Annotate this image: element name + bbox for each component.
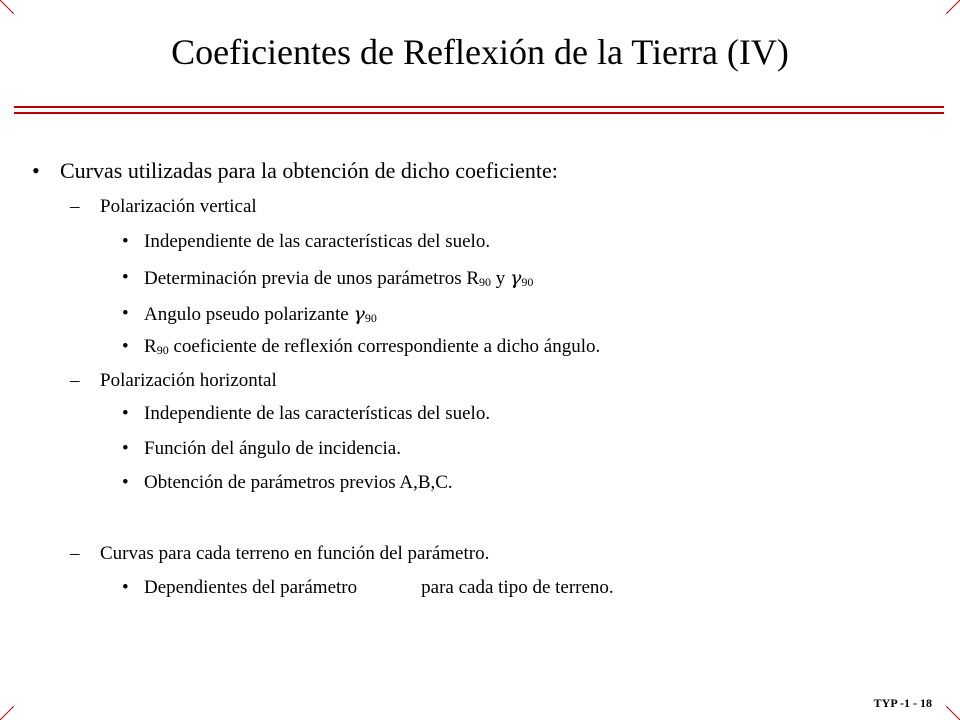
corner-mark-bottom-right [946, 706, 960, 720]
point-dependent-parameter [122, 576, 614, 600]
dash-marker: – [70, 543, 80, 564]
subscript-gamma: 90 [521, 275, 534, 289]
point-text: Obtención de parámetros previos A,B,C. [144, 472, 453, 493]
corner-mark-bottom-left [0, 706, 14, 720]
subscript-gamma: 90 [364, 311, 377, 325]
point-text: Independiente de las características del suelo. [144, 403, 491, 424]
bullet-marker: • [122, 336, 129, 357]
dash-marker: – [70, 370, 80, 391]
point-text: Función del ángulo de incidencia. [144, 438, 401, 459]
point-pseudo-polarizing-angle [122, 302, 377, 327]
point-vertical-independent [122, 230, 491, 254]
point-text-before: R [144, 336, 157, 357]
subitem-text: Polarización horizontal [100, 370, 277, 391]
title-divider-top [14, 106, 944, 108]
bullet-marker: • [122, 577, 129, 598]
subitem-horizontal-polarization [70, 369, 277, 393]
subitem-text: Curvas para cada terreno en función del parámetro. [100, 543, 490, 564]
gamma-symbol: γ [510, 267, 522, 289]
bullet-curves-intro [32, 158, 558, 184]
subscript-r: 90 [479, 275, 492, 289]
subitem-vertical-polarization [70, 195, 257, 219]
slide-title: Coeficientes de Reflexión de la Tierra (IV) [171, 32, 789, 72]
slide-footer: TYP -1 - 18 [873, 696, 932, 710]
point-text-before: Determinación previa de unos parámetros R [144, 268, 480, 289]
point-text-after: coeficiente de reflexión correspondiente a dicho ángulo. [168, 336, 601, 357]
point-previous-parameters [122, 471, 453, 495]
bullet-marker: • [122, 438, 129, 459]
point-text-before: Angulo pseudo polarizante [144, 304, 354, 325]
subitem-terrain-curves [70, 542, 490, 566]
point-text-after: para cada tipo de terreno. [421, 577, 614, 598]
subscript-r: 90 [156, 343, 169, 357]
point-r90-coefficient [122, 335, 601, 359]
bullet-marker: • [122, 403, 129, 424]
bullet-marker: • [122, 472, 129, 493]
point-horizontal-independent [122, 402, 491, 426]
point-text-mid: y [491, 268, 511, 289]
point-text: Independiente de las características del suelo. [144, 231, 491, 252]
title-divider-bottom [14, 112, 944, 114]
gamma-symbol: γ [353, 303, 365, 325]
bullet-marker: • [122, 303, 129, 324]
corner-mark-top-left [0, 0, 14, 14]
point-determine-parameters [122, 266, 534, 291]
point-text-before: Dependientes del parámetro [144, 577, 358, 598]
bullet-marker: • [122, 231, 129, 252]
corner-mark-top-right [946, 0, 960, 14]
subitem-text: Polarización vertical [100, 196, 257, 217]
dash-marker: – [70, 196, 80, 217]
bullet-text: Curvas utilizadas para la obtención de dicho coeficiente: [60, 158, 558, 183]
point-incidence-angle [122, 437, 401, 461]
bullet-marker: • [32, 158, 40, 183]
bullet-marker: • [122, 267, 129, 288]
